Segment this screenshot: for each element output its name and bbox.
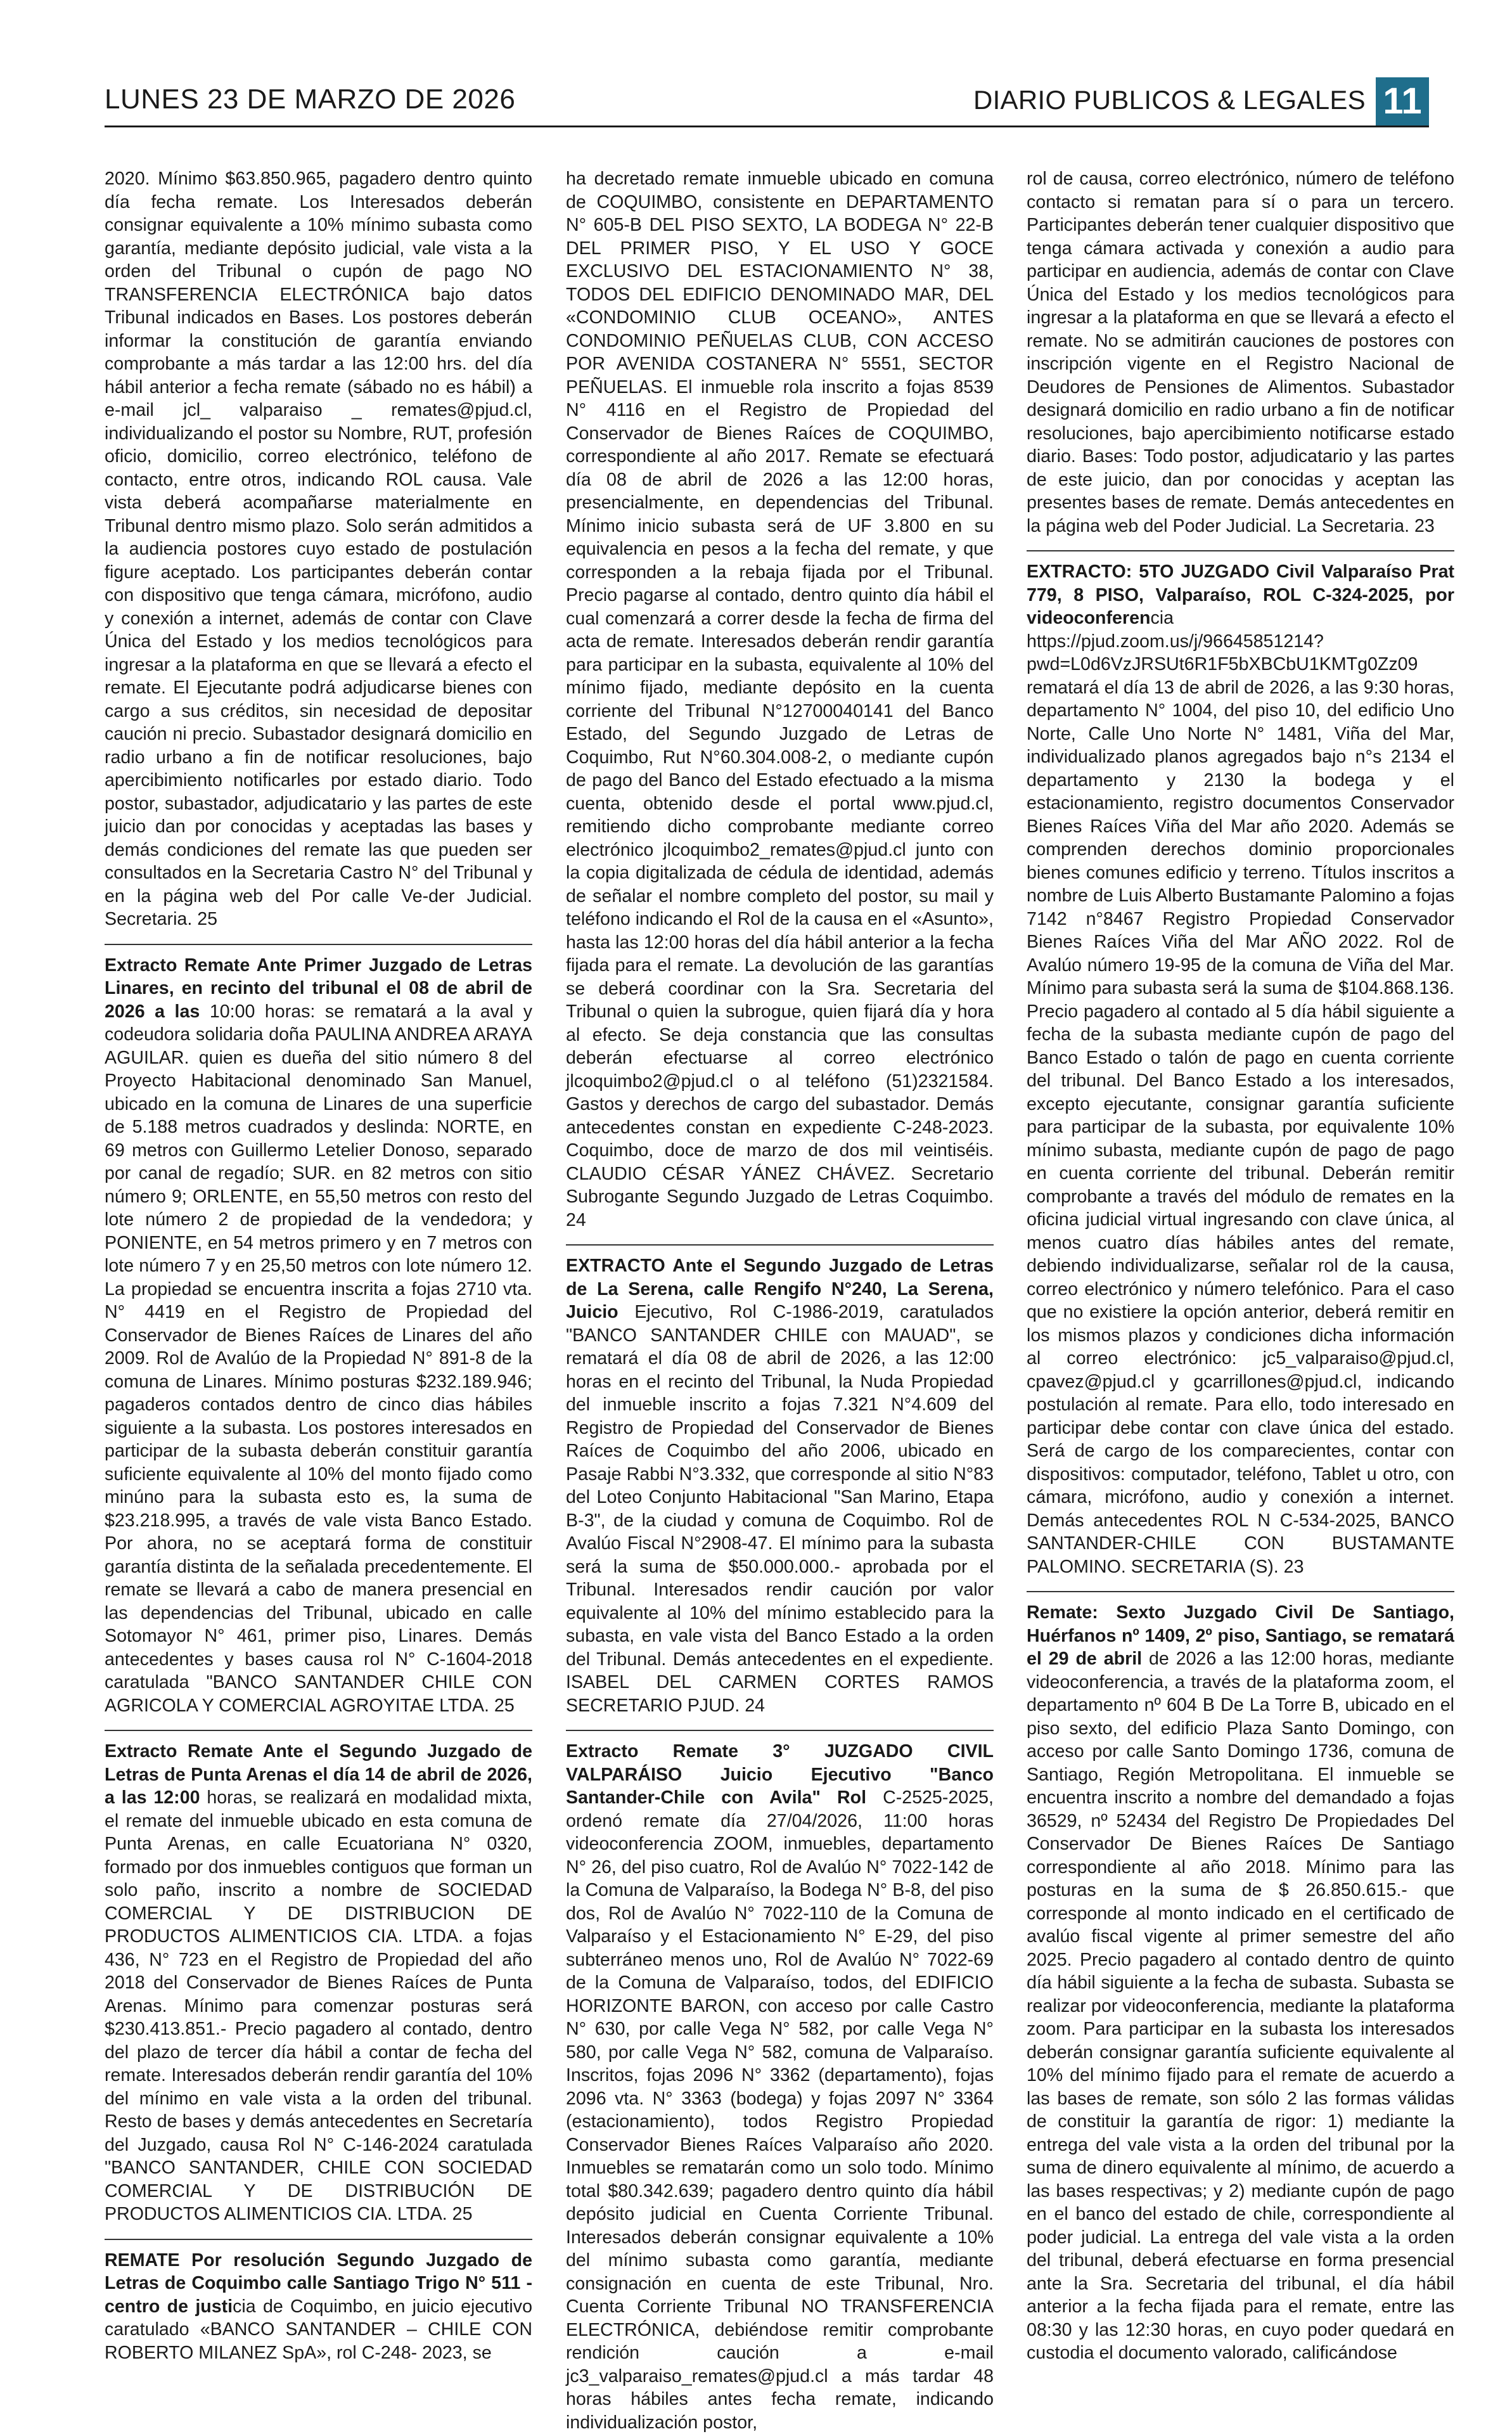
notice: rol de causa, correo electrónico, número de teléfono contacto si rematan para sí o para un tercero. Participantes deberán tener cualquier dispositivo que tenga cámara activada y conexión a audio para participar en audiencia, además de contar con Clave Única del Estado y los medios tecnológicos para ingresar a la plataforma en que se llevará a efecto el remate. No se admitirán cauciones de postores con inscripción vigente en el Registro Nacional de Deudores de Pensiones de Alimentos. Subastador designará domicilio en radio urbano a fin de notificar resoluciones, bajo apercibimiento notificarse estado diario. Bases: Todo postor, adjudicatario y las partes de este juicio, dan por conocidas y aceptan las presentes bases de remate. Demás antecedentes en la página web del Poder Judicial. La Secretaria. 23 (1027, 169, 1454, 536)
notice: Extracto Remate Ante Primer Juzgado de Letras Linares, en recinto del tribunal el 08 de abril de 2026 a las 10:00 horas: se rematará a la aval y codeudora solidaria doña PAULINA ANDREA ARAYA AGUILAR. quien es dueña del sitio número 8 del Proyecto Habitacional denominado San Manuel, ubicado en la comuna de Linares de una superficie de 5.188 metros cuadrados y deslinda: NORTE, en 69 metros con Guillermo Letelier Donoso, separado por canal de regadío; SUR. en 82 metros con sitio número 9; ORLENTE, en 55,50 metros con resto del lote número 2 de propiedad de la vendedora; y PONIENTE, en 54 metros primero y en 7 metros con lote número 7 y en 25,50 metros con lote número 12. La propiedad se encuentra inscrita a fojas 2710 vta. N° 4419 en el Registro de Propiedad del Conservador de Bienes Raíces de Linares del año 2009. Rol de Avalúo de la Propiedad N° 891-8 de la comuna de Linares. Mínimo posturas $232.189.946; pagaderos contados dentro de cinco dias hábiles siguiente a la subasta. Los postores interesados en participar de la subasta deberán constituir garantía suficiente equivalente al 10% del monto fijado como minúno para la subasta esto es, la suma de $23.218.995, a través de vale vista Banco Estado. Por ahora, no se aceptará forma de constituir garantía distinta de la señalada precedentemente. El remate se llevará a cabo de manera presencial en las dependencias del Tribunal, ubicado en calle Sotomayor N° 461, primer piso, Linares. Demás antecedentes y bases causa rol N° C-1604-2018 caratulada "BANCO SANTANDER CHILE CON AGRICOLA Y COMERCIAL AGROYITAE LTDA. 25 (105, 955, 533, 1716)
notice: Extracto Remate Ante el Segundo Juzgado de Letras de Punta Arenas el día 14 de abril de 2026, a las 12:00 horas, se realizará en modalidad mixta, el remate del inmueble ubicado en esta comuna de Punta Arenas, en calle Ecuatoriana N° 0320, formado por dos inmuebles contiguos que forman un solo paño, inscrito a nombre de SOCIEDAD COMERCIAL Y DE DISTRIBUCION DE PRODUCTOS ALIMENTICIOS CIA. LTDA. a fojas 436, N° 723 en el Registro de Propiedad del año 2018 del Conservador de Bienes Raíces de Punta Arenas. Mínimo para comenzar posturas será $230.413.851.- Precio pagadero al contado, dentro del plazo de tercer día hábil a contar de fecha del remate. Interesados deberán rendir garantía del 10% del mínimo en vale vista a la orden del tribunal. Resto de bases y demás antecedentes en Secretaría del Juzgado, causa Rol N° C-146-2024 caratulada "BANCO SANTANDER, CHILE CON SOCIEDAD COMERCIAL Y DE DISTRIBUCIÓN DE PRODUCTOS ALIMENTICIOS CIA. LTDA. 25 (105, 1741, 532, 2224)
notice-divider (566, 1730, 994, 1731)
column-3 (1027, 167, 1454, 2363)
notice-divider (1027, 550, 1454, 551)
notice: ha decretado remate inmueble ubicado en comuna de COQUIMBO, consistente en DEPARTAMENTO N° 605-B DEL PISO SEXTO, LA BODEGA N° 22-B DEL PRIMER PISO, Y EL USO Y GOCE EXCLUSIVO DEL ESTACIONAMIENTO N° 38, TODOS DEL EDIFICIO DENOMINADO MAR, DEL «CONDOMINIO CLUB OCEANO», ANTES CONDOMINIO PEÑUELAS CLUB, CON ACCESO POR AVENIDA COSTANERA N° 5551, SECTOR PEÑUELAS. El inmueble rola inscrito a fojas 8539 N° 4116 en el Registro de Propiedad del Conservador de Bienes Raíces de COQUIMBO, correspondiente al año 2017. Remate se efectuará día 08 de abril de 2026 a las 12:00 horas, presencialmente, en dependencias del Tribunal. Mínimo inicio subasta será de UF 3.800 en su equivalencia en pesos a la fecha del remate, y que corresponden a la rebaja fijada por el Tribunal. Precio pagarse al contado, dentro quinto día hábil el cual comenzará a correr desde la fecha de firma del acta de remate. Interesados deberán rendir garantía para participar en la subasta, equivalente al 10% del mínimo fijado, mediante depósito en la cuenta corriente del Tribunal N°12700040141 del Banco Estado, del Segundo Juzgado de Letras de Coquimbo, Rut N°60.304.008-2, o mediante cupón de pago del Banco del Estado efectuado a la misma cuenta, obtenido desde el portal www.pjud.cl, remitiendo dicho comprobante mediante correo electrónico jlcoquimbo2_remates@pjud.cl junto con la copia digitalizada de cédula de identidad, además de señalar el nombre completo del postor, su mail y teléfono indicando el Rol de la causa en el «Asunto», hasta las 12:00 horas del día hábil anterior a la fecha fijada para el remate. La devolución de las garantías se deberá coordinar con la Sra. Secretaria del Tribunal o quien la subrogue, quien fijará día y hora al efecto. Se deja constancia que las consultas deberán efectuarse al correo electrónico jlcoquimbo2@pjud.cl o al teléfono (51)2321584. Gastos y derechos de cargo del subastador. Demás antecedentes constan en expediente C-248-2023. Coquimbo, doce de marzo de dos mil veintiséis. CLAUDIO CÉSAR YÁNEZ CHÁVEZ. Secretario Subrogante Segundo Juzgado de Letras Coquimbo. 24 (566, 169, 994, 1230)
notice-divider (566, 1244, 994, 1246)
notice-divider (105, 2239, 532, 2240)
notice: EXTRACTO: 5TO JUZGADO Civil Valparaíso Prat 779, 8 PISO, Valparaíso, ROL C-324-2025, por videoconferencia https://pjud.zoom.us/j/96645851214?pwd=L0d6VzJRSUt6R1F5bXBCbU1KMTg0Zz09 rematará el día 13 de abril de 2026, a las 9:30 horas, departamento N° 1004, del piso 10, del edificio Uno Norte, Calle Uno Norte N° 1481, Viña del Mar, individualizado planos agregados bajo n°s 2134 el departamento y 2130 la bodega y el estacionamiento, registro documentos Conservador Bienes Raíces Viña del Mar año 2020. Además se comprenden derechos dominio proporcionales bienes comunes edificio y terreno. Títulos inscritos a nombre de Luis Alberto Bustamante Palomino a fojas 7142 n°8467 Registro Propiedad Conservador Bienes Raíces Viña del Mar AÑO 2022. Rol de Avalúo número 19-95 de la comuna de Viña del Mar. Mínimo para subasta será la suma de $104.868.136. Precio pagadero al contado al 5 día hábil siguiente a fecha de la subasta mediante cupón de pago del Banco Estado o talón de pago en cuenta corriente del tribunal. Del Banco Estado a los interesados, excepto ejecutante, consignar garantía suficiente para participar de la subasta, por equivalente 10% mínimo subasta, mediante cupón de pago de pago en cuenta corriente del tribunal. Deberán remitir comprobante a través del módulo de remates en la oficina judicial virtual ingresando con clave única, al menos cuatro días hábiles antes del remate, debiendo individualizarse, señalar rol de la causa, correo electrónico y número telefónico. Para el caso que no existiere la opción anterior, deberá remitir en los mismos plazos y condiciones dicha información al correo electrónico: jc5_valparaiso@pjud.cl, cpavez@pjud.cl y gcarrillones@pjud.cl, indicando postulación al remate. Para ello, todo interesado en participar debe contar con clave única del estado. Será de cargo de los comparecientes, contar con dispositivos: computador, teléfono, Tablet u otro, con cámara, micrófono, audio y conexión a internet. Demás antecedentes ROL N C-534-2025, BANCO SANTANDER-CHILE CON BUSTAMANTE PALOMINO. SECRETARIA (S). 23 (1027, 562, 1454, 1577)
page-number-badge: 11 (1376, 77, 1429, 126)
column-1 (105, 167, 533, 2363)
notice: Remate: Sexto Juzgado Civil De Santiago, Huérfanos nº 1409, 2º piso, Santiago, se rematará el 29 de abril de 2026 a las 12:00 horas, mediante videoconferencia, a través de la plataforma zoom, el departamento nº 604 B De La Torre B, ubicado en el piso sexto, del edificio Plaza Santo Domingo, con acceso por calle Santo Domingo 1736, comuna de Santiago, Región Metropolitana. El inmueble se encuentra inscrito a nombre del demandado a fojas 36529, nº 52434 del Registro De Propiedades Del Conservador De Bienes Raíces De Santiago correspondiente al año 2018. Mínimo para las posturas en la suma de $ 26.850.615.- que corresponde al monto indicado en el certificado de avalúo fiscal vigente al primer semestre del año 2025. Precio pagadero al contado dentro de quinto día hábil siguiente a la fecha de subasta. Subasta se realizar por videoconferencia, mediante la plataforma zoom. Para participar en la subasta los interesados deberán consignar garantía suficiente equivalente al 10% del mínimo fijado para el remate de acuerdo a las bases de remate, son sólo 2 las formas válidas de constituir la garantía de rigor: 1) mediante la entrega del vale vista a la orden del tribunal por la suma de dinero equivalente al mínimo, de acuerdo a las bases respectivas; y 2) mediante cupón de pago en el banco del estado de chile, correspondiente al poder judicial. La entrega del vale vista a la orden del tribunal, deberá efectuarse en forma presencial ante la Sra. Secretaria del tribunal, el día hábil anterior a la fecha fijada para el remate, entre las 08:30 y las 12:30 horas, en cuyo poder quedará en custodia el documento valorado, calificándose (1027, 1602, 1454, 2363)
notice: 2020. Mínimo $63.850.965, pagadero dentro quinto día fecha remate. Los Interesados deberán consignar equivalente a 10% mínimo subasta como garantía, mediante depósito judicial, vale vista a la orden del Tribunal o cupón de pago NO TRANSFERENCIA ELECTRÓNICA bajo datos Tribunal indicados en Bases. Los postores deberán informar la constitución de garantía enviando comprobante a más tardar a las 12:00 hrs. del día hábil anterior a fecha remate (sábado no es hábil) a e-mail jcl_ valparaiso _ remates@pjud.cl, individualizando el postor su Nombre, RUT, profesión oficio, domicilio, correo electrónico, teléfono de contacto, entre otros, indicando ROL causa. Vale vista deberá acompañarse materialmente en Tribunal dentro mismo plazo. Solo serán admitidos a la audiencia postores cuyo estado de postulación figure aceptado. Los participantes deberán contar con dispositivo que tenga cámara, micrófono, audio y conexión a internet, además de contar con Clave Única del Estado y los medios tecnológicos para ingresar a la plataforma en que se llevará a efecto el remate. El Ejecutante podrá adjudicarse bienes con cargo a sus créditos, sin necesidad de depositar caución ni precio. Subastador designará domicilio en radio urbano a fin de notificar resoluciones, bajo apercibimiento notificarles por estado diario. Todo postor, subastador, adjudicatario y las partes de este juicio dan por conocidas y aceptadas las bases y demás condiciones del remate las que pueden ser consultados en la Secretaria Castro N° del Tribunal y en la página web del Por calle Ve-der Judicial. Secretaria. 25 (105, 169, 532, 929)
notice: REMATE Por resolución Segundo Juzgado de Letras de Coquimbo calle Santiago Trigo N° 511 - centro de justicia de Coquimbo, en juicio ejecutivo caratulado «BANCO SANTANDER – CHILE CON ROBERTO MILANEZ SpA», rol C-248- 2023, se (105, 2250, 532, 2363)
issue-date: LUNES 23 DE MARZO DE 2026 (105, 84, 516, 115)
notice: EXTRACTO Ante el Segundo Juzgado de Letras de La Serena, calle Rengifo N°240, La Serena, Juicio Ejecutivo, Rol C-1986-2019, caratulados "BANCO SANTANDER CHILE con MAUAD", se rematará el día 08 de abril de 2026, a las 12:00 horas en el recinto del Tribunal, la Nuda Propiedad del inmueble inscrito a fojas 7.321 N°4.609 del Registro de Propiedad del Conservador de Bienes Raíces de Coquimbo del año 2006, ubicado en Pasaje Rabbi N°3.332, que corresponde al sitio N°83 del Loteo Conjunto Habitacional "San Marino, Etapa B-3", de la ciudad y comuna de Coquimbo. Rol de Avalúo Fiscal N°2908-47. El mínimo para la subasta será la suma de $50.000.000.- aprobada por el Tribunal. Interesados rendir caución por valor equivalente al 10% del mínimo establecido para la subasta, en vale vista del Banco Estado a la orden del Tribunal. Demás antecedentes en el expediente. ISABEL DEL CARMEN CORTES RAMOS SECRETARIO PJUD. 24 (566, 1256, 994, 1716)
notice-divider (1027, 1591, 1454, 1592)
notice: Extracto Remate 3° JUZGADO CIVIL VALPARÁISO Juicio Ejecutivo "Banco Santander-Chile con Avila" Rol C-2525-2025, ordenó remate día 27/04/2026, 11:00 horas videoconferencia ZOOM, inmuebles, departamento N° 26, del piso cuatro, Rol de Avalúo N° 7022-142 de la Comuna de Valparaíso, la Bodega N° B-8, del piso dos, Rol de Avalúo N° 7022-110 de la Comuna de Valparaíso y el Estacionamiento N° E-29, del piso subterráneo menos uno, Rol de Avalúo N° 7022-69 de la Comuna de Valparaíso, todos, del EDIFICIO HORIZONTE BARON, con acceso por calle Castro N° 630, por calle Vega N° 582, por calle Vega N° 580, por calle Vega N° 582, comuna de Valparaíso. Inscritos, fojas 2096 N° 3362 (departamento), fojas 2096 vta. N° 3363 (bodega) y fojas 2097 N° 3364 (estacionamiento), todos Registro Propiedad Conservador Bienes Raíces Valparaíso año 2020. Inmuebles se rematarán como un solo todo. Mínimo total $80.342.639; pagadero dentro quinto día hábil depósito judicial en Cuenta Corriente Tribunal. Interesados deberán consignar equivalente a 10% del mínimo subasta como garantía, mediante consignación en cuenta de este Tribunal, Nro. Cuenta Corriente Tribunal NO TRANSFERENCIA ELECTRÓNICA, debiéndose remitir comprobante rendición caución a e-mail jc3_valparaiso_remates@pjud.cl a más tardar 48 horas hábiles antes fecha remate, indicando individualización postor, (566, 1741, 994, 2433)
header-rule (105, 126, 1429, 127)
notice-divider (105, 1730, 532, 1731)
page-header (105, 81, 1429, 126)
notice-divider (105, 944, 532, 945)
publication-name: DIARIO PUBLICOS & LEGALES (973, 85, 1366, 115)
column-2 (566, 167, 994, 2433)
